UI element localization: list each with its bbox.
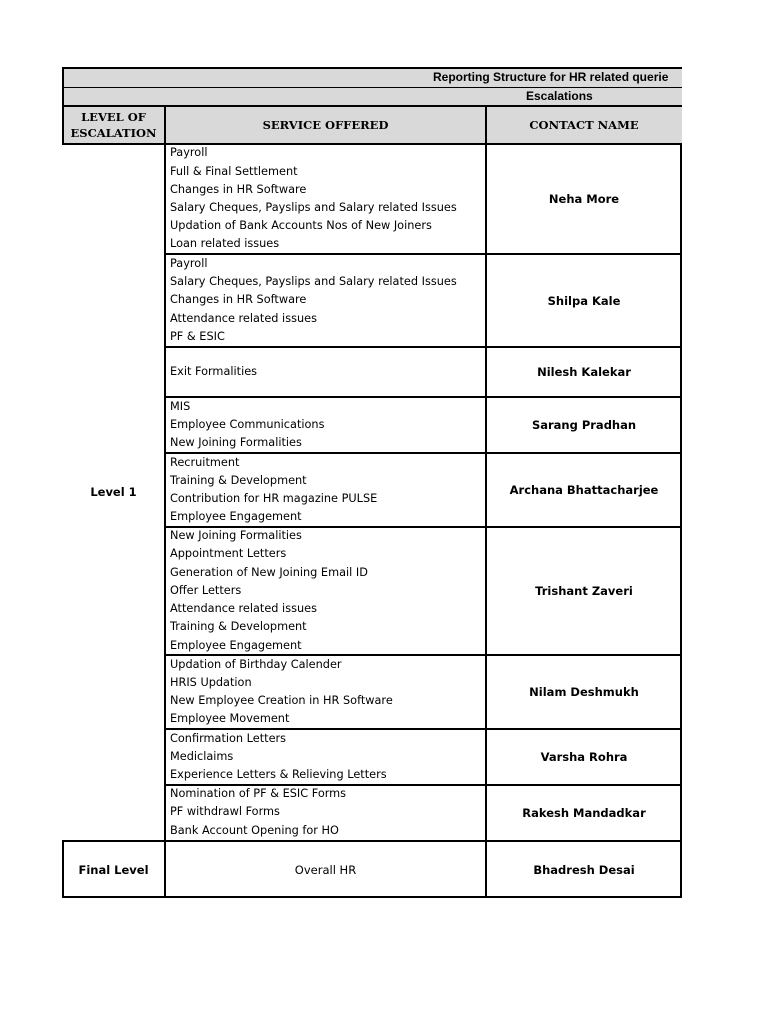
service-item: Exit Formalities [170,364,258,378]
service-item: Full & Final Settlement [170,164,298,178]
service-cell [166,144,485,254]
border-title [62,87,682,88]
border-subtitle [62,105,682,107]
border-right [680,143,682,898]
service-item: Attendance related issues [170,602,317,616]
service-item: New Employee Creation in HR Software [170,694,393,707]
service-item: New Joining Formalities [170,529,302,543]
contact-name: Varsha Rohra [540,750,628,764]
final-level-contact: Bhadresh Desai [533,862,635,877]
service-item: Experience Letters & Relieving Letters [170,768,387,782]
contact-name: Sarang Pradhan [531,418,637,432]
service-item: Generation of New Joining Email ID [170,565,368,579]
border-bottom [62,896,682,898]
border-level1-bottom [62,840,682,842]
title-row [62,67,682,87]
service-item: Offer Letters [170,583,242,597]
service-item: Salary Cheques, Payslips and Salary related Issues [170,275,457,289]
service-cell [166,254,485,347]
service-item: Payroll [170,256,208,270]
service-item: Employee Engagement [170,638,302,652]
service-item: Training & Development [170,473,307,487]
contact-name: Nilesh Kalekar [537,365,631,379]
contact-name: Neha More [548,192,620,206]
contact-name: Rakesh Mandadkar [522,805,646,820]
service-item: Appointment Letters [170,547,287,561]
service-item: Mediclaims [170,749,234,763]
service-item: PF withdrawl Forms [170,805,280,819]
service-item: HRIS Updation [170,675,252,689]
header-level-line1: LEVEL OF [81,110,146,124]
header-level-line2: ESCALATION [70,126,157,140]
service-cell [166,347,485,397]
service-item: Attendance related issues [170,311,317,325]
service-item: Training & Development [170,620,307,634]
sheet-title: Reporting Structure for HR related querie [433,70,669,84]
header-service: SERVICE OFFERED [165,106,486,144]
contact-name: Nilam Deshmukh [529,685,639,699]
service-item: Changes in HR Software [170,182,307,196]
service-item: Updation of Bank Accounts Nos of New Joiners [170,219,432,233]
border-left [62,67,64,145]
service-cell [166,655,485,729]
service-item: Changes in HR Software [170,293,307,307]
service-item: MIS [170,399,191,413]
service-item: Employee Engagement [170,510,302,524]
hr-escalation-sheet [62,67,682,899]
service-cell [166,527,485,655]
service-item: Bank Account Opening for HO [170,823,339,837]
service-item: Salary Cheques, Payslips and Salary related Issues [170,201,457,214]
contact-name: Archana Bhattacharjee [509,483,659,497]
service-cell [166,785,485,840]
service-item: New Joining Formalities [170,436,302,450]
border-col1 [164,105,166,898]
level-1-label: Level 1 [90,485,137,499]
service-item: Contribution for HR magazine PULSE [170,492,378,505]
service-cell [166,729,485,785]
service-item: Payroll [170,146,208,160]
contact-name: Shilpa Kale [547,293,621,308]
service-item: Recruitment [170,455,240,469]
final-level-service: Overall HR [294,862,357,877]
contact-name: Trishant Zaveri [535,584,633,598]
subtitle-row [62,87,682,106]
service-item: Updation of Birthday Calender [170,657,342,671]
sheet-subtitle: Escalations [526,89,593,103]
service-item: Employee Communications [170,417,325,431]
border-col2 [485,105,487,898]
header-level [62,106,165,144]
border-left-final [62,840,64,898]
service-cell [166,397,485,453]
service-item: Loan related issues [170,237,280,251]
header-contact: CONTACT NAME [486,106,682,144]
service-item: Employee Movement [170,712,290,726]
border-header-bottom [62,143,682,145]
service-item: PF & ESIC [170,329,225,343]
service-cell [166,453,485,527]
border-top [62,67,682,69]
service-item: Confirmation Letters [170,731,287,745]
final-level-label: Final Level [78,862,149,877]
service-item: Nomination of PF & ESIC Forms [170,787,347,801]
